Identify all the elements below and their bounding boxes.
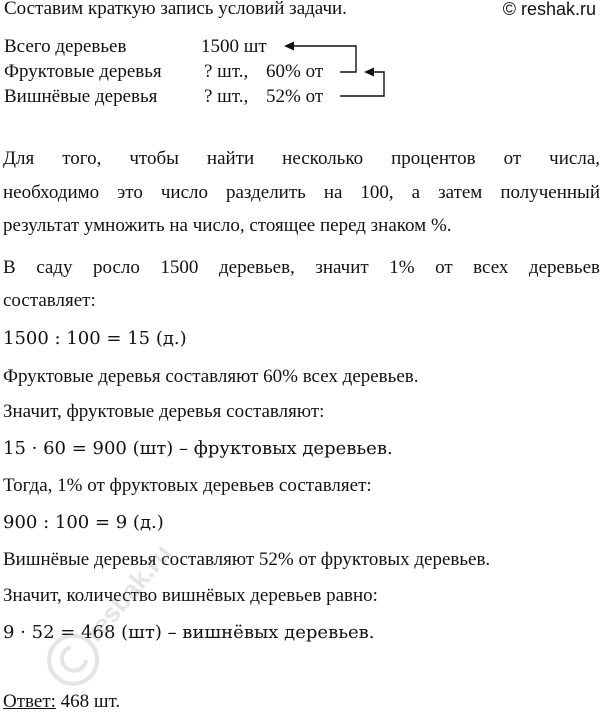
cherry-percent-text: Вишнёвые деревья составляют 52% от фруктовых деревьев. [3, 549, 491, 570]
calc-step-1: 1500 : 100 = 15 (д.) [3, 328, 187, 349]
row-cherry-percent: 52% от [266, 86, 324, 107]
row-fruit-value: ? шт., [204, 61, 249, 82]
fruit-then-text: Значит, фруктовые деревья составляют: [3, 401, 325, 422]
rule-line-1: Для того, чтобы найти несколько процентов от числа, [3, 148, 600, 169]
rule-line-3: результат умножить на число, стоящее перед знаком %. [3, 215, 452, 236]
calc-step-2: 15 · 60 = 900 (шт) – фруктовых деревьев. [3, 438, 393, 459]
rule-line-2: необходимо это число разделить на 100, а затем полученный [3, 182, 600, 203]
site-credit: © reshak.ru [502, 0, 596, 19]
row-cherry-label: Вишнёвые деревья [4, 86, 158, 107]
row-total-label: Всего деревьев [4, 36, 127, 57]
then-line: Тогда, 1% от фруктовых деревьев составляет: [3, 475, 372, 496]
calc-step-3: 900 : 100 = 9 (д.) [3, 512, 164, 533]
row-fruit-label: Фруктовые деревья [4, 61, 162, 82]
garden-line-1: В саду росло 1500 деревьев, значит 1% от всех деревьев [3, 257, 600, 278]
garden-line-2: составляет: [3, 290, 96, 311]
watermark-text: resbak.ru [78, 538, 178, 648]
answer-value: 468 шт. [60, 691, 121, 712]
row-cherry-value: ? шт., [204, 86, 249, 107]
fruit-percent-text: Фруктовые деревья составляют 60% всех деревьев. [3, 366, 419, 387]
reference-arrows [0, 0, 602, 120]
intro-text: Составим краткую запись условий задачи. [4, 0, 347, 19]
arrow-fruit-to-total [284, 42, 356, 73]
cherry-then-text: Значит, количество вишнёвых деревьев равно: [3, 585, 378, 606]
calc-step-4: 9 · 52 = 468 (шт) – вишнёвых деревьев. [3, 622, 375, 643]
answer-label: Ответ: [3, 691, 56, 712]
row-fruit-percent: 60% от [266, 61, 324, 82]
row-total-value: 1500 шт [201, 36, 267, 57]
watermark-logo [14, 538, 178, 695]
